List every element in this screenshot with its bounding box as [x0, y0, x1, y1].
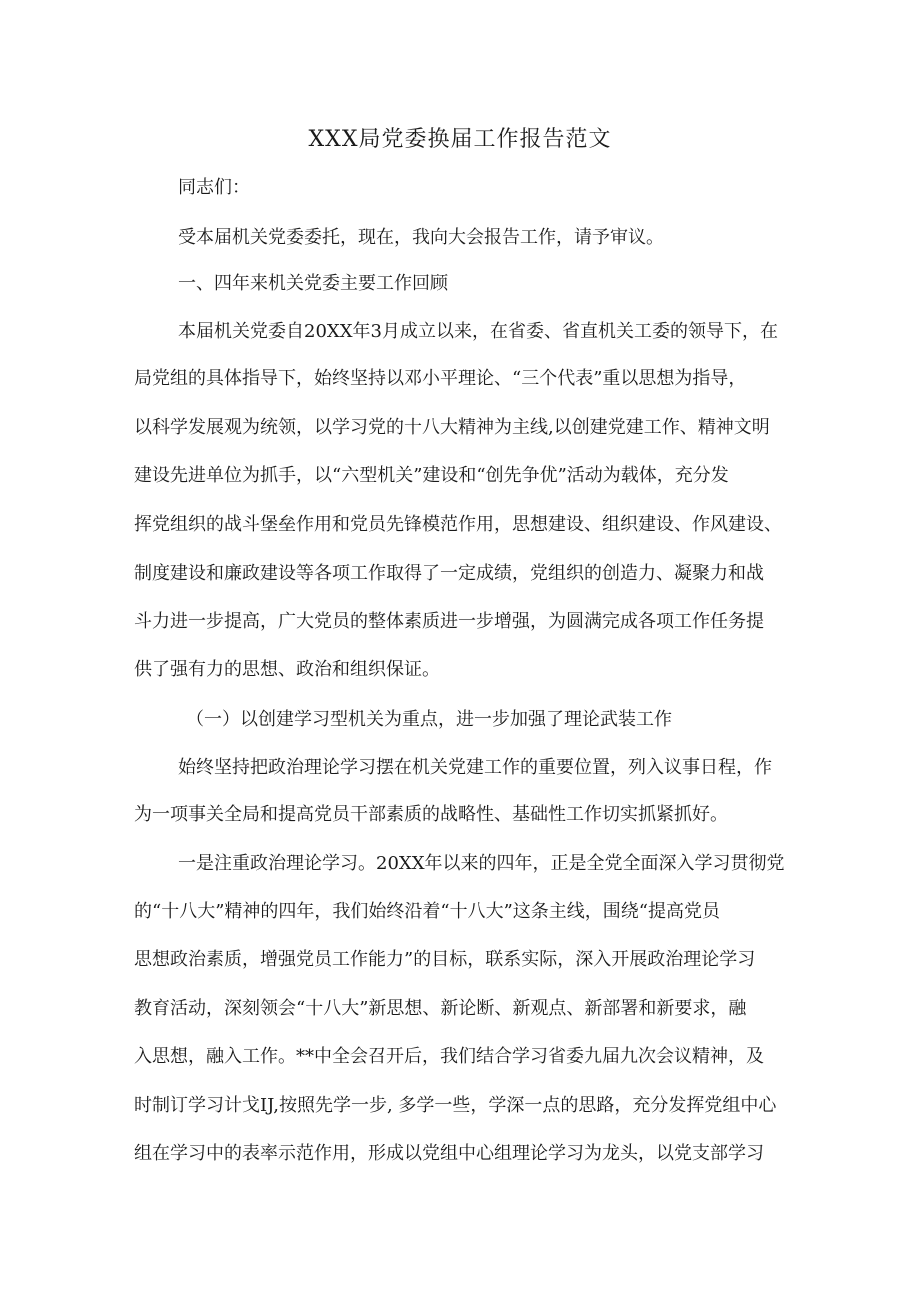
paragraph-line: 以科学发展观为统领，以学习党的十八大精神为主线,以创建党建工作、精神文明 — [134, 417, 770, 438]
paragraph-line: 一是注重政治理论学习。20XX年以来的四年，正是全党全面深入学习贯彻党 — [178, 853, 785, 874]
paragraph-line: 始终坚持把政治理论学习摆在机关党建工作的重要位置，列入议事日程，作 — [178, 757, 772, 778]
intro-paragraph: 受本届机关党委委托，现在，我向大会报告工作，请予审议。 — [178, 227, 664, 248]
greeting: 同志们： — [178, 177, 250, 198]
paragraph-line: 建设先进单位为抓手，以“六型机关”建设和“创先争优”活动为载体，充分发 — [134, 465, 729, 486]
paragraph-line: 斗力进一步提高，广大党员的整体素质进一步增强，为圆满完成各项工作任务提 — [134, 611, 764, 632]
paragraph-line: 供了强有力的思想、政治和组织保证。 — [134, 659, 440, 680]
paragraph-line: 时制订学习计戈IJ,按照先学一步, 多学一些，学深一点的思路，充分发挥党组中心 — [134, 1095, 777, 1116]
paragraph-line: 的“十八大”精神的四年，我们始终沿着“十八大”这条主线，围绕“提高党员 — [134, 901, 721, 922]
paragraph-line: 局党组的具体指导下，始终坚持以邓小平理论、“三个代表”重以思想为指导， — [134, 368, 747, 389]
document-title: XXX局党委换届工作报告范文 — [308, 127, 612, 152]
paragraph-line: 挥党组织的战斗堡垒作用和党员先锋模范作用，思想建设、组织建设、作风建设、 — [134, 514, 782, 535]
subsection-heading: （一）以创建学习型机关为重点，进一步加强了理论武装工作 — [186, 709, 672, 730]
paragraph-line: 入思想，融入工作。**中全会召开后，我们结合学习省委九届九次会议精神，及 — [134, 1046, 764, 1067]
paragraph-line: 为一项事关全局和提高党员干部素质的战略性、基础性工作切实抓紧抓好。 — [134, 804, 728, 825]
paragraph-line: 教育活动，深刻领会“十八大”新思想、新论断、新观点、新部署和新要求，融 — [134, 998, 747, 1019]
paragraph-line: 制度建设和廉政建设等各项工作取得了一定成绩，党组织的创造力、凝聚力和战 — [134, 563, 764, 584]
paragraph-line: 本届机关党委自20XX年3月成立以来，在省委、省直机关工委的领导下，在 — [178, 321, 778, 342]
paragraph-line: 思想政治素质，增强党员工作能力”的目标，联系实际，深入开展政治理论学习 — [134, 949, 756, 970]
section-heading: 一、四年来机关党委主要工作回顾 — [178, 273, 448, 294]
paragraph-line: 组在学习中的表率示范作用，形成以党组中心组理论学习为龙头，以党支部学习 — [134, 1143, 764, 1164]
